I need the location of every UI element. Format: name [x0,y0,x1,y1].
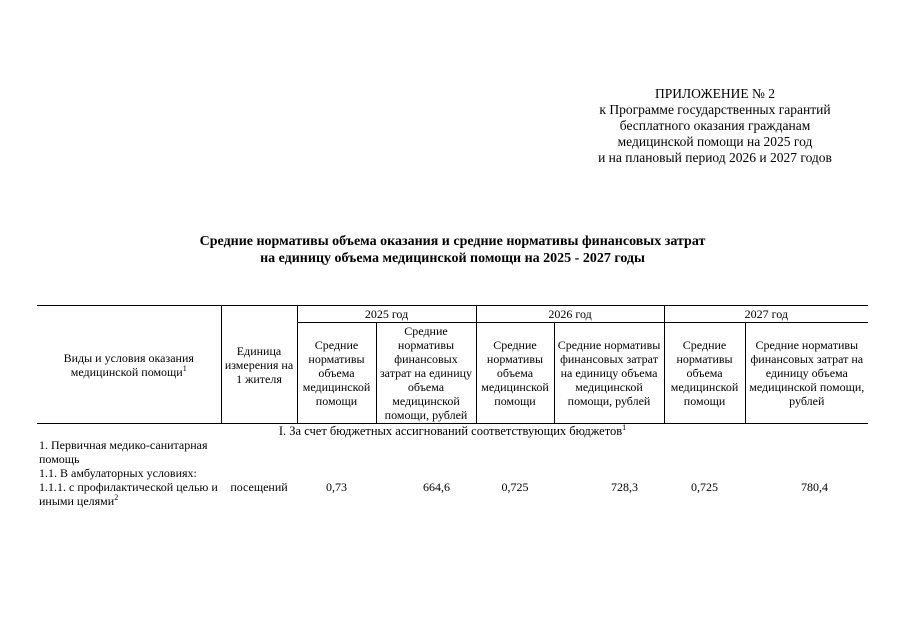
table-row [37,466,868,480]
appendix-header [560,86,870,166]
document-title-line: на единицу объема медицинской помощи на 2025 - 2027 годы [260,251,645,266]
table-row [37,480,868,508]
value-2025-cost: 664,6 [423,480,451,494]
section-row [37,424,868,439]
footnote-mark: 1 [622,422,627,432]
table-row [37,438,868,466]
value-2026-cost: 728,3 [611,480,639,494]
document-title [0,233,905,267]
header-volume: Средние нормативы объема медицинской помощи [664,323,745,424]
row-label: 1.1. В амбулаторных условиях: [39,466,197,480]
header-year-2027: 2027 год [664,306,868,323]
row-label [37,480,221,508]
header-cost: Средние нормативы финансовых затрат на единицу объема медицинской помощи, рублей [745,323,868,424]
header-kind [37,306,221,424]
appendix-line: и на плановый период 2026 и 2027 годов [598,150,832,165]
section-title [37,424,868,439]
value-2025-volume: 0,73 [326,480,347,494]
header-volume: Средние нормативы объема медицинской помощи [297,323,376,424]
table-header [37,306,868,424]
section-title-text: I. За счет бюджетных ассигнований соответствующих бюджетов [278,424,623,438]
appendix-line: бесплатного оказания гражданам [619,118,811,133]
row-unit: посещений [230,480,288,494]
table-body [37,424,868,509]
header-cost: Средние нормативы финансовых затрат на единицу объема медицинской помощи, рублей [554,323,664,424]
value-2027-volume: 0,725 [691,480,719,494]
value-2026-volume: 0,725 [501,480,529,494]
appendix-line: медицинской помощи на 2025 год [617,134,813,149]
row-label: 1. Первичная медико-санитарная помощь [39,438,208,466]
header-year-2025: 2025 год [297,306,476,323]
footnote-mark: 2 [114,493,119,502]
header-unit: Единица измерения на 1 жителя [221,306,297,424]
appendix-line: к Программе государственных гарантий [599,102,831,117]
document-title-line: Средние нормативы объема оказания и средние нормативы финансовых затрат [199,234,706,249]
header-volume: Средние нормативы объема медицинской помощи [476,323,554,424]
header-kind-text: Виды и условия оказания медицинской помощи [63,350,194,379]
value-2027-cost: 780,4 [801,480,829,494]
norms-table [37,305,868,508]
row-label-text: 1.1.1. с профилактической целью и иными целями [39,480,218,508]
header-cost: Средние нормативы финансовых затрат на единицу объема медицинской помощи, рублей [376,323,476,424]
footnote-mark: 1 [182,363,187,373]
header-year-2026: 2026 год [476,306,664,323]
appendix-number: ПРИЛОЖЕНИЕ № 2 [654,86,776,101]
